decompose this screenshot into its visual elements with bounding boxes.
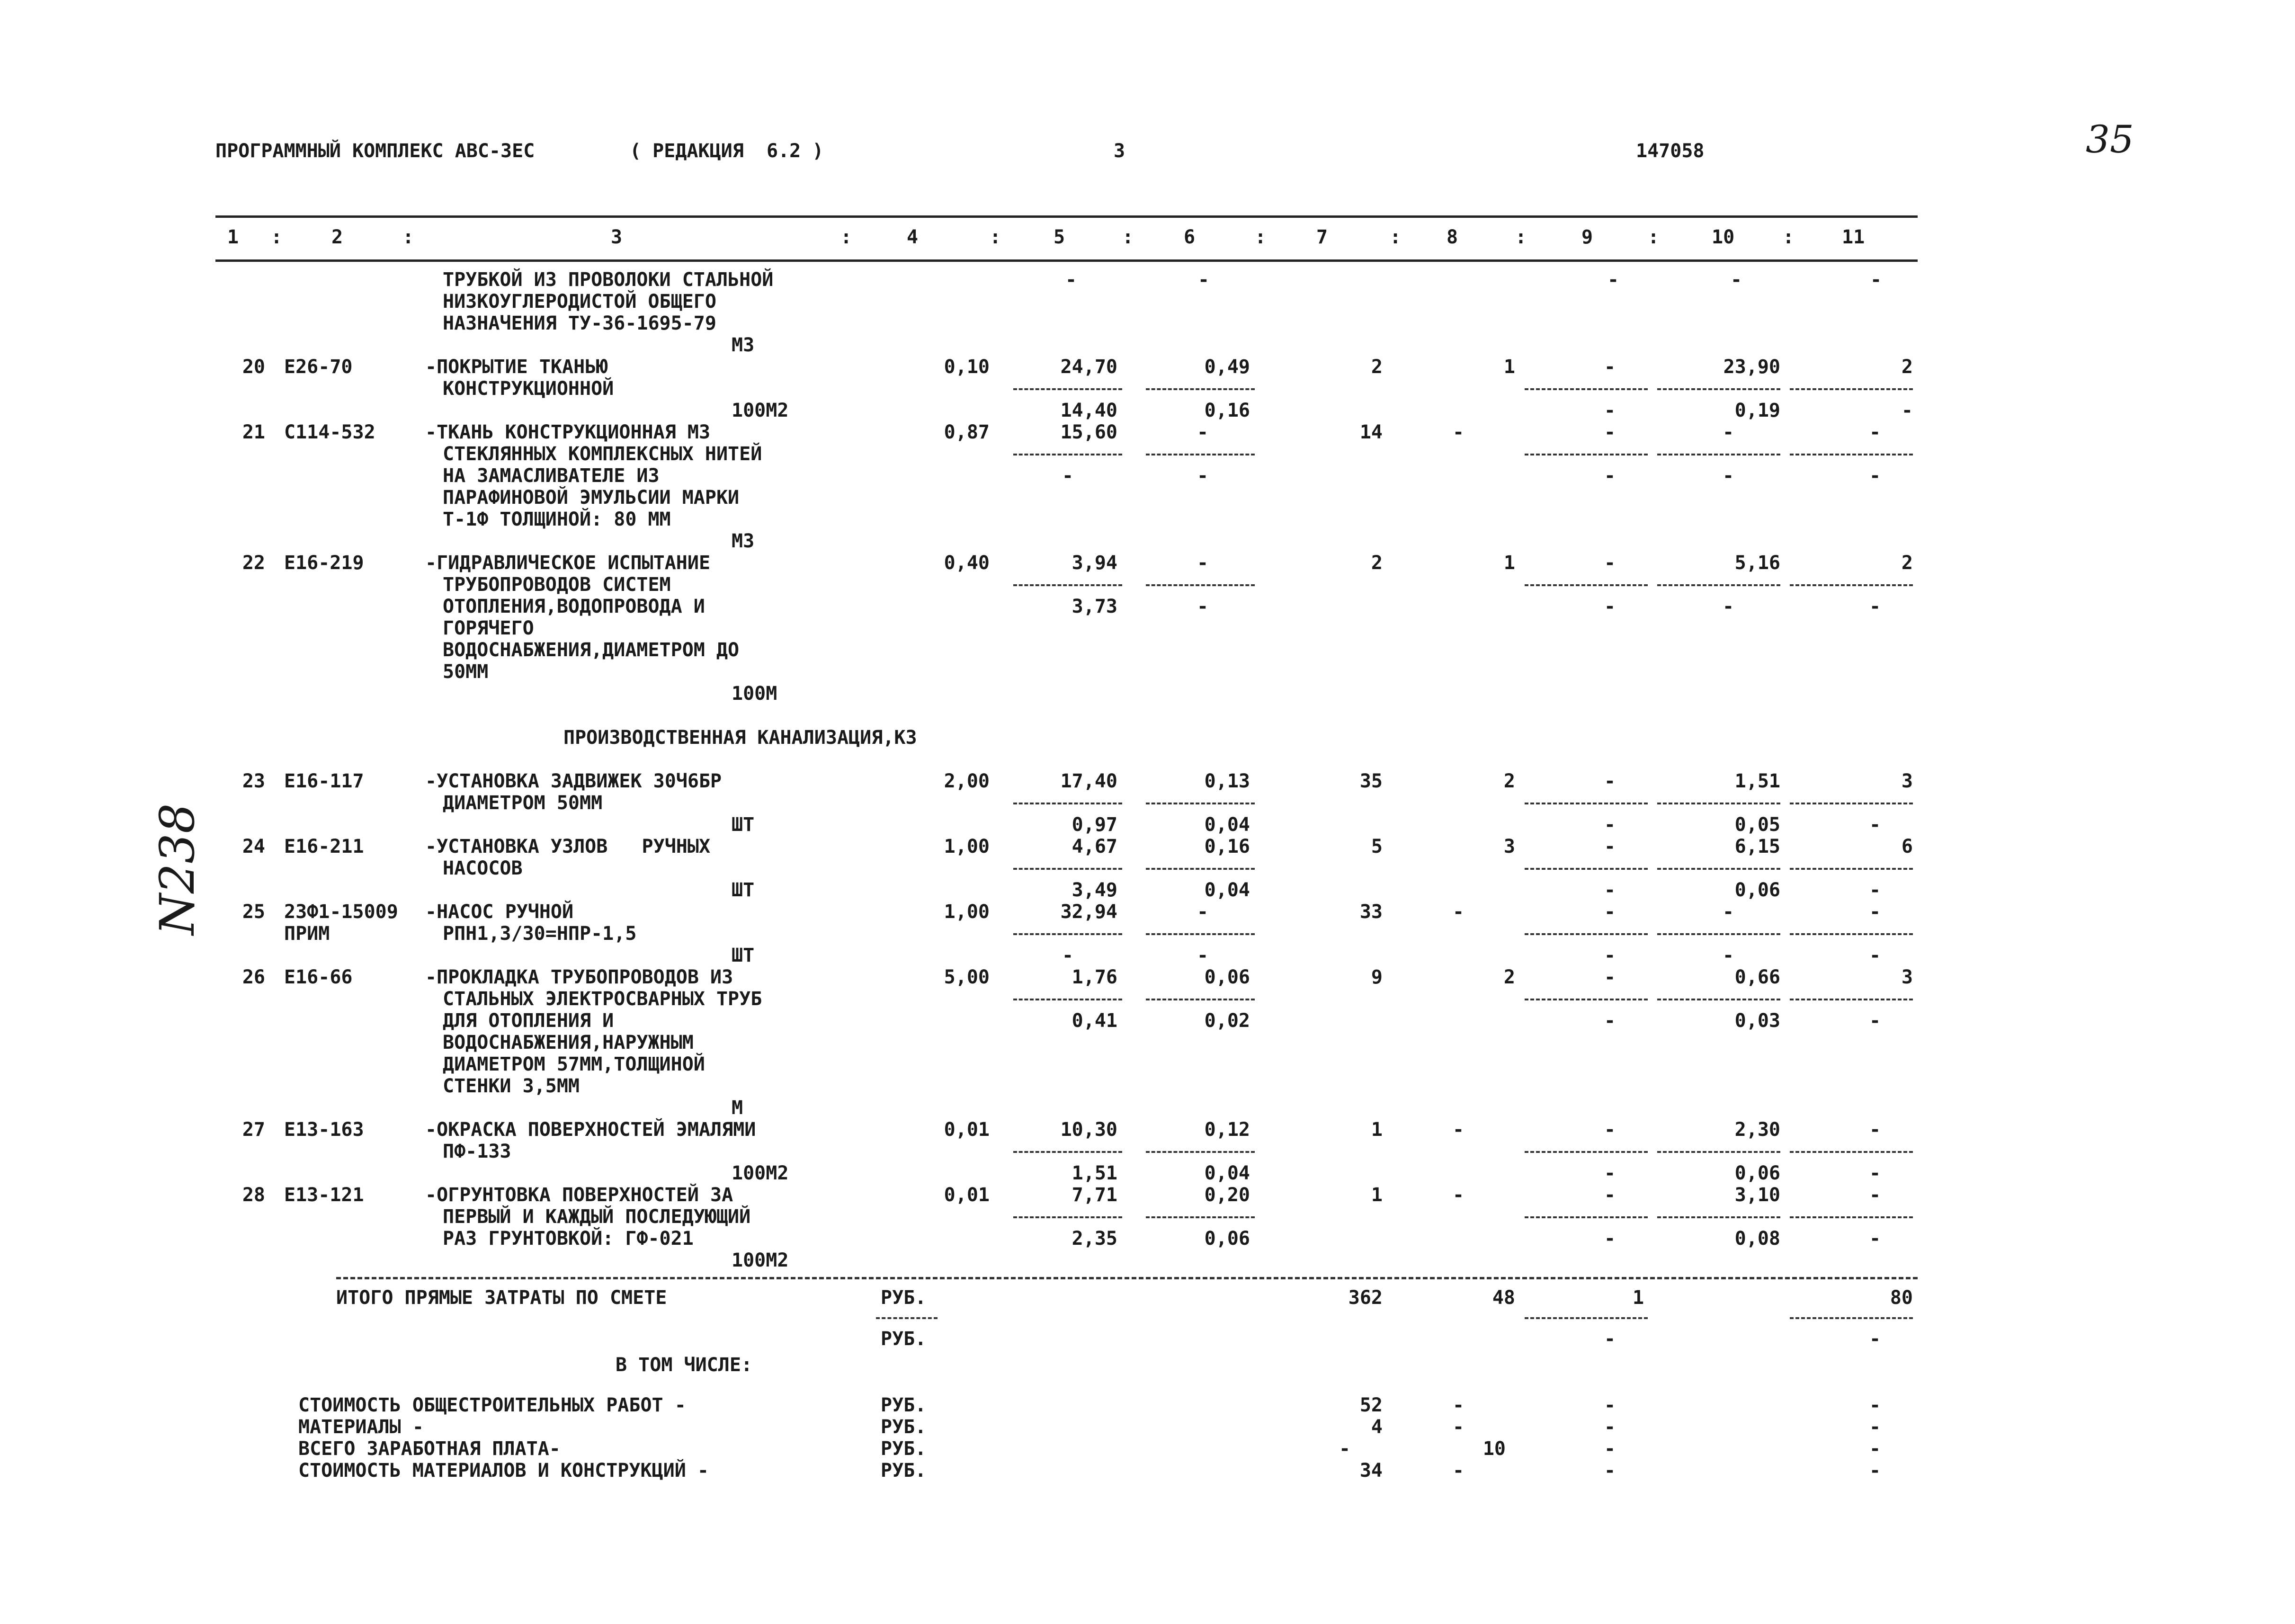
- cell-10: 2,30: [1734, 1119, 1780, 1141]
- row-unit: ШТ: [732, 879, 755, 901]
- cell-9-sub: -: [1604, 1010, 1616, 1032]
- header-rule-top: [215, 215, 1918, 218]
- row-code: Е16-211: [284, 836, 364, 857]
- cell-6: -: [1197, 901, 1209, 923]
- row-code: Е26-70: [284, 356, 353, 378]
- cell-4: 0,10: [944, 356, 990, 378]
- cell-9-sub: -: [1604, 879, 1616, 901]
- divider: [1657, 868, 1780, 870]
- cell-9: -: [1604, 770, 1616, 792]
- cell-5: 4,67: [1072, 836, 1117, 857]
- row-number: 25: [242, 901, 265, 923]
- col-10: 10: [1712, 226, 1735, 248]
- divider: [1790, 933, 1913, 935]
- cell-10: 23,90: [1723, 356, 1780, 378]
- divider: [1790, 803, 1913, 804]
- row-number: 24: [242, 836, 265, 857]
- cell-6-sub: 0,04: [1204, 879, 1250, 901]
- cell-11-sub: -: [1869, 879, 1881, 901]
- totals-breakdown-currency: РУБ.: [881, 1460, 927, 1481]
- cell-11: 3: [1901, 966, 1913, 988]
- cell-5-sub: -: [1062, 945, 1074, 966]
- totals-breakdown-currency: РУБ.: [881, 1416, 927, 1438]
- divider: [1525, 454, 1648, 455]
- cell-6: 0,16: [1204, 836, 1250, 857]
- cell-5: 15,60: [1060, 421, 1117, 443]
- divider: [1146, 933, 1255, 935]
- row-desc: ТРУБОПРОВОДОВ СИСТЕМ: [443, 574, 671, 596]
- totals-breakdown-currency: РУБ.: [881, 1438, 927, 1460]
- totals-col-9: 1: [1632, 1287, 1644, 1309]
- row-code: 23Ф1-15009: [284, 901, 398, 923]
- row-desc: ДЛЯ ОТОПЛЕНИЯ И: [443, 1010, 614, 1032]
- totals-breakdown-col-7: 4: [1371, 1416, 1383, 1438]
- carry-dash: -: [1607, 269, 1619, 291]
- divider: [1146, 1151, 1255, 1153]
- totals-breakdown-col-8: -: [1452, 1460, 1465, 1481]
- divider: [1525, 868, 1648, 870]
- handwritten-side-number: N238: [150, 803, 205, 935]
- totals-breakdown-col-9: -: [1604, 1394, 1616, 1416]
- row-code-note: ПРИМ: [284, 923, 330, 945]
- cell-7: 1: [1371, 1119, 1383, 1141]
- row-desc: -УСТАНОВКА УЗЛОВ РУЧНЫХ: [425, 836, 711, 857]
- divider: [1657, 933, 1780, 935]
- divider: [1657, 803, 1780, 804]
- cell-11: -: [1869, 901, 1881, 923]
- cell-4: 0,40: [944, 552, 990, 574]
- col-sep: :: [1122, 226, 1134, 248]
- totals-breakdown-label: ВСЕГО ЗАРАБОТНАЯ ПЛАТА-: [298, 1438, 561, 1460]
- col-11: 11: [1842, 226, 1865, 248]
- row-desc: 50ММ: [443, 661, 489, 683]
- row-desc: -ГИДРАВЛИЧЕСКОЕ ИСПЫТАНИЕ: [425, 552, 711, 574]
- row-desc: -ПОКРЫТИЕ ТКАНЬЮ: [425, 356, 608, 378]
- row-desc: КОНСТРУКЦИОННОЙ: [443, 378, 614, 400]
- cell-7: 2: [1371, 356, 1383, 378]
- divider: [1525, 933, 1648, 935]
- row-code: Е16-219: [284, 552, 364, 574]
- divider: [876, 1317, 938, 1319]
- col-sep: :: [840, 226, 852, 248]
- divider: [1146, 454, 1255, 455]
- totals-breakdown-col-8: -: [1452, 1416, 1465, 1438]
- totals-breakdown-col-7: 52: [1359, 1394, 1383, 1416]
- cell-9-sub: -: [1604, 814, 1616, 836]
- cell-8: 1: [1503, 552, 1515, 574]
- cell-8: -: [1452, 901, 1465, 923]
- divider: [1525, 803, 1648, 804]
- divider: [1525, 1151, 1648, 1153]
- carry-unit: М3: [732, 334, 755, 356]
- divider: [1525, 999, 1648, 1000]
- cell-9: -: [1604, 552, 1616, 574]
- row-number: 26: [242, 966, 265, 988]
- totals-breakdown-col-7: 34: [1359, 1460, 1383, 1481]
- cell-11-sub: -: [1869, 814, 1881, 836]
- cell-8: -: [1452, 421, 1465, 443]
- cell-11-sub: -: [1869, 1162, 1881, 1184]
- cell-7: 14: [1359, 421, 1383, 443]
- cell-7: 9: [1371, 966, 1383, 988]
- col-5: 5: [1054, 226, 1065, 248]
- divider: [1013, 1151, 1122, 1153]
- cell-9: -: [1604, 901, 1616, 923]
- row-unit: ШТ: [732, 814, 755, 836]
- totals-currency: РУБ.: [881, 1328, 927, 1350]
- cell-11: -: [1869, 421, 1881, 443]
- cell-5-sub: 3,73: [1072, 596, 1117, 617]
- row-desc: Т-1Ф ТОЛЩИНОЙ: 80 ММ: [443, 509, 671, 530]
- totals-col-11: 80: [1890, 1287, 1913, 1309]
- cell-11: -: [1869, 1119, 1881, 1141]
- cell-11-sub: -: [1901, 400, 1913, 421]
- row-code: Е13-121: [284, 1184, 364, 1206]
- row-desc: -ТКАНЬ КОНСТРУКЦИОННАЯ М3: [425, 421, 711, 443]
- cell-5: 7,71: [1072, 1184, 1117, 1206]
- cell-8: 2: [1503, 770, 1515, 792]
- divider: [1657, 388, 1780, 390]
- cell-5: 17,40: [1060, 770, 1117, 792]
- cell-4: 1,00: [944, 901, 990, 923]
- cell-10: 5,16: [1734, 552, 1780, 574]
- totals-breakdown-col-11: -: [1869, 1394, 1881, 1416]
- carry-line: НИЗКОУГЛЕРОДИСТОЙ ОБЩЕГО: [443, 291, 716, 312]
- divider: [1013, 388, 1122, 390]
- divider: [1790, 454, 1913, 455]
- totals-label: ИТОГО ПРЯМЫЕ ЗАТРАТЫ ПО СМЕТЕ: [336, 1287, 667, 1309]
- totals-breakdown-col-9: -: [1604, 1416, 1616, 1438]
- page-number: 3: [1114, 140, 1125, 162]
- row-number: 20: [242, 356, 265, 378]
- totals-breakdown-col-9: -: [1604, 1460, 1616, 1481]
- cell-4: 5,00: [944, 966, 990, 988]
- cell-7: 1: [1371, 1184, 1383, 1206]
- edition: ( РЕДАКЦИЯ 6.2 ): [630, 140, 824, 162]
- cell-10: 3,10: [1734, 1184, 1780, 1206]
- divider: [1146, 803, 1255, 804]
- col-4: 4: [907, 226, 919, 248]
- divider: [1790, 868, 1913, 870]
- cell-5: 10,30: [1060, 1119, 1117, 1141]
- row-desc: СТЕКЛЯННЫХ КОМПЛЕКСНЫХ НИТЕЙ: [443, 443, 762, 465]
- row-desc: ПАРАФИНОВОЙ ЭМУЛЬСИИ МАРКИ: [443, 487, 740, 509]
- divider: [1525, 388, 1648, 390]
- cell-5-sub: -: [1062, 465, 1074, 487]
- divider: [1657, 454, 1780, 455]
- totals-including: В ТОМ ЧИСЛЕ:: [616, 1354, 752, 1376]
- carry-line: НАЗНАЧЕНИЯ ТУ-36-1695-79: [443, 312, 716, 334]
- carry-dash: -: [1198, 269, 1210, 291]
- row-desc: ПФ-133: [443, 1141, 511, 1162]
- col-sep: :: [271, 226, 283, 248]
- cell-9: -: [1604, 836, 1616, 857]
- divider: [1790, 1151, 1913, 1153]
- cell-11: -: [1869, 1184, 1881, 1206]
- cell-4: 0,01: [944, 1184, 990, 1206]
- cell-6-sub: 0,02: [1204, 1010, 1250, 1032]
- cell-9-sub: -: [1604, 1162, 1616, 1184]
- cell-10-sub: -: [1722, 596, 1734, 617]
- row-desc: НАСОСОВ: [443, 857, 523, 879]
- col-sep: :: [1255, 226, 1267, 248]
- cell-9-sub: -: [1604, 596, 1616, 617]
- cell-8: -: [1452, 1119, 1465, 1141]
- row-desc: ДИАМЕТРОМ 57ММ,ТОЛЩИНОЙ: [443, 1053, 705, 1075]
- row-unit: 100М: [732, 683, 777, 705]
- cell-5: 24,70: [1060, 356, 1117, 378]
- cell-9: -: [1604, 421, 1616, 443]
- cell-5-sub: 0,41: [1072, 1010, 1117, 1032]
- carry-dash: -: [1065, 269, 1077, 291]
- row-desc: ВОДОСНАБЖЕНИЯ,НАРУЖНЫМ: [443, 1032, 694, 1053]
- row-number: 28: [242, 1184, 265, 1206]
- col-sep: :: [1783, 226, 1795, 248]
- divider: [1013, 454, 1122, 455]
- row-desc: ВОДОСНАБЖЕНИЯ,ДИАМЕТРОМ ДО: [443, 639, 740, 661]
- cell-9-sub: -: [1604, 400, 1616, 421]
- cell-11-sub: -: [1869, 596, 1881, 617]
- cell-9: -: [1604, 966, 1616, 988]
- row-number: 27: [242, 1119, 265, 1141]
- row-code: Е16-117: [284, 770, 364, 792]
- cell-9-sub: -: [1604, 945, 1616, 966]
- cell-10-sub: -: [1722, 465, 1734, 487]
- row-unit: 100М2: [732, 1162, 789, 1184]
- divider: [1525, 584, 1648, 586]
- totals-rule: [336, 1277, 1918, 1279]
- totals-breakdown-col-11: -: [1869, 1438, 1881, 1460]
- row-desc: РАЗ ГРУНТОВКОЙ: ГФ-021: [443, 1228, 694, 1249]
- cell-6: 0,13: [1204, 770, 1250, 792]
- divider: [1525, 1216, 1648, 1218]
- cell-4: 0,87: [944, 421, 990, 443]
- cell-4: 1,00: [944, 836, 990, 857]
- cell-4: 2,00: [944, 770, 990, 792]
- row-code: Е13-163: [284, 1119, 364, 1141]
- row-number: 22: [242, 552, 265, 574]
- row-unit: М3: [732, 530, 755, 552]
- header-rule-bottom: [215, 259, 1918, 262]
- cell-4: 0,01: [944, 1119, 990, 1141]
- cell-10-sub: 0,06: [1734, 879, 1780, 901]
- row-desc: НА ЗАМАСЛИВАТЕЛЕ ИЗ: [443, 465, 660, 487]
- row-code: Е16-66: [284, 966, 353, 988]
- divider: [1790, 388, 1913, 390]
- totals-breakdown-col-11: -: [1869, 1416, 1881, 1438]
- cell-9: -: [1604, 356, 1616, 378]
- cell-11-sub: -: [1869, 1228, 1881, 1249]
- totals-col-7: 362: [1348, 1287, 1383, 1309]
- totals-col-11-sub: -: [1869, 1328, 1881, 1350]
- col-sep: :: [990, 226, 1001, 248]
- divider: [1013, 933, 1122, 935]
- cell-6-sub: -: [1197, 596, 1209, 617]
- cell-6: -: [1197, 421, 1209, 443]
- totals-breakdown-label: МАТЕРИАЛЫ -: [298, 1416, 424, 1438]
- row-desc: -УСТАНОВКА ЗАДВИЖЕК 30Ч6БР: [425, 770, 722, 792]
- totals-breakdown-col-8: -: [1452, 1394, 1465, 1416]
- totals-breakdown-label: СТОИМОСТЬ МАТЕРИАЛОВ И КОНСТРУКЦИЙ -: [298, 1460, 709, 1481]
- row-desc: СТАЛЬНЫХ ЭЛЕКТРОСВАРНЫХ ТРУБ: [443, 988, 762, 1010]
- totals-breakdown-col-8: 10: [1482, 1438, 1506, 1460]
- cell-6-sub: -: [1197, 945, 1209, 966]
- totals-breakdown-col-9: -: [1604, 1438, 1616, 1460]
- totals-breakdown-col-7: -: [1339, 1438, 1351, 1460]
- row-number: 23: [242, 770, 265, 792]
- cell-9-sub: -: [1604, 465, 1616, 487]
- cell-8: 2: [1503, 966, 1515, 988]
- row-desc: -ОГРУНТОВКА ПОВЕРХНОСТЕЙ ЗА: [425, 1184, 733, 1206]
- carry-dash: -: [1731, 269, 1742, 291]
- col-7: 7: [1316, 226, 1328, 248]
- cell-10: 1,51: [1734, 770, 1780, 792]
- cell-10-sub: 0,08: [1734, 1228, 1780, 1249]
- cell-10: -: [1722, 421, 1734, 443]
- cell-10: -: [1722, 901, 1734, 923]
- cell-7: 5: [1371, 836, 1383, 857]
- cell-7: 35: [1359, 770, 1383, 792]
- cell-10-sub: 0,03: [1734, 1010, 1780, 1032]
- row-number: 21: [242, 421, 265, 443]
- row-desc: ГОРЯЧЕГО: [443, 617, 534, 639]
- cell-6: 0,12: [1204, 1119, 1250, 1141]
- totals-breakdown-col-11: -: [1869, 1460, 1881, 1481]
- cell-5: 1,76: [1072, 966, 1117, 988]
- divider: [1013, 584, 1122, 586]
- col-sep: :: [1648, 226, 1660, 248]
- cell-6: 0,49: [1204, 356, 1250, 378]
- cell-10-sub: 0,19: [1734, 400, 1780, 421]
- divider: [1657, 1151, 1780, 1153]
- cell-11-sub: -: [1869, 1010, 1881, 1032]
- col-1: 1: [227, 226, 239, 248]
- cell-11: 3: [1901, 770, 1913, 792]
- divider: [1657, 1216, 1780, 1218]
- cell-7: 33: [1359, 901, 1383, 923]
- divider: [1013, 999, 1122, 1000]
- cell-11-sub: -: [1869, 465, 1881, 487]
- divider: [1525, 1317, 1648, 1319]
- cell-5: 32,94: [1060, 901, 1117, 923]
- cell-6-sub: -: [1197, 465, 1209, 487]
- totals-currency: РУБ.: [881, 1287, 927, 1309]
- cell-6-sub: 0,16: [1204, 400, 1250, 421]
- col-8: 8: [1447, 226, 1458, 248]
- cell-6-sub: 0,04: [1204, 814, 1250, 836]
- totals-col-9-sub: -: [1604, 1328, 1616, 1350]
- cell-6-sub: 0,06: [1204, 1228, 1250, 1249]
- divider: [1146, 868, 1255, 870]
- divider: [1013, 868, 1122, 870]
- totals-breakdown-currency: РУБ.: [881, 1394, 927, 1416]
- cell-5-sub: 1,51: [1072, 1162, 1117, 1184]
- divider: [1657, 999, 1780, 1000]
- handwritten-page-number: 35: [2086, 117, 2134, 161]
- col-sep: :: [1515, 226, 1527, 248]
- row-desc: -ПРОКЛАДКА ТРУБОПРОВОДОВ ИЗ: [425, 966, 733, 988]
- cell-10: 0,66: [1734, 966, 1780, 988]
- totals-col-8: 48: [1492, 1287, 1515, 1309]
- divider: [1146, 1216, 1255, 1218]
- totals-breakdown-label: СТОИМОСТЬ ОБЩЕСТРОИТЕЛЬНЫХ РАБОТ -: [298, 1394, 686, 1416]
- divider: [1790, 1317, 1913, 1319]
- cell-5-sub: 14,40: [1060, 400, 1117, 421]
- cell-10: 6,15: [1734, 836, 1780, 857]
- cell-5-sub: 2,35: [1072, 1228, 1117, 1249]
- row-unit: М: [732, 1097, 743, 1119]
- cell-11: 6: [1901, 836, 1913, 857]
- row-desc: РПН1,3/30=НПР-1,5: [443, 923, 637, 945]
- row-desc: ОТОПЛЕНИЯ,ВОДОПРОВОДА И: [443, 596, 705, 617]
- row-desc: СТЕНКИ 3,5ММ: [443, 1075, 580, 1097]
- cell-6: -: [1197, 552, 1209, 574]
- row-desc: ПЕРВЫЙ И КАЖДЫЙ ПОСЛЕДУЮЩИЙ: [443, 1206, 751, 1228]
- divider: [1790, 999, 1913, 1000]
- cell-11-sub: -: [1869, 945, 1881, 966]
- cell-7: 2: [1371, 552, 1383, 574]
- cell-5: 3,94: [1072, 552, 1117, 574]
- cell-11: 2: [1901, 356, 1913, 378]
- cell-8: -: [1452, 1184, 1465, 1206]
- cell-6: 0,20: [1204, 1184, 1250, 1206]
- row-desc: -НАСОС РУЧНОЙ: [425, 901, 574, 923]
- col-3: 3: [611, 226, 623, 248]
- cell-10-sub: 0,06: [1734, 1162, 1780, 1184]
- row-unit: 100М2: [732, 1249, 789, 1271]
- cell-10-sub: -: [1722, 945, 1734, 966]
- program-name: ПРОГРАММНЫЙ КОМПЛЕКС АВС-ЗЕС: [215, 140, 535, 162]
- cell-8: 3: [1503, 836, 1515, 857]
- col-6: 6: [1184, 226, 1196, 248]
- cell-9: -: [1604, 1119, 1616, 1141]
- divider: [1013, 803, 1122, 804]
- col-sep: :: [402, 226, 414, 248]
- row-unit: ШТ: [732, 945, 755, 966]
- divider: [1790, 1216, 1913, 1218]
- row-unit: 100М2: [732, 400, 789, 421]
- cell-11: 2: [1901, 552, 1913, 574]
- col-9: 9: [1581, 226, 1593, 248]
- col-2: 2: [331, 226, 343, 248]
- document-code: 147058: [1636, 140, 1705, 162]
- divider: [1657, 584, 1780, 586]
- cell-8: 1: [1503, 356, 1515, 378]
- divider: [1146, 999, 1255, 1000]
- carry-dash: -: [1870, 269, 1882, 291]
- cell-5-sub: 3,49: [1072, 879, 1117, 901]
- carry-line: ТРУБКОЙ ИЗ ПРОВОЛОКИ СТАЛЬНОЙ: [443, 269, 774, 291]
- cell-5-sub: 0,97: [1072, 814, 1117, 836]
- divider: [1013, 1216, 1122, 1218]
- section-heading: ПРОИЗВОДСТВЕННАЯ КАНАЛИЗАЦИЯ,К3: [563, 727, 917, 749]
- row-desc: ДИАМЕТРОМ 50ММ: [443, 792, 603, 814]
- divider: [1146, 584, 1255, 586]
- cell-6: 0,06: [1204, 966, 1250, 988]
- cell-10-sub: 0,05: [1734, 814, 1780, 836]
- row-desc: -ОКРАСКА ПОВЕРХНОСТЕЙ ЭМАЛЯМИ: [425, 1119, 756, 1141]
- row-code: С114-532: [284, 421, 375, 443]
- col-sep: :: [1390, 226, 1402, 248]
- cell-9: -: [1604, 1184, 1616, 1206]
- divider: [1146, 388, 1255, 390]
- cell-6-sub: 0,04: [1204, 1162, 1250, 1184]
- divider: [1790, 584, 1913, 586]
- cell-9-sub: -: [1604, 1228, 1616, 1249]
